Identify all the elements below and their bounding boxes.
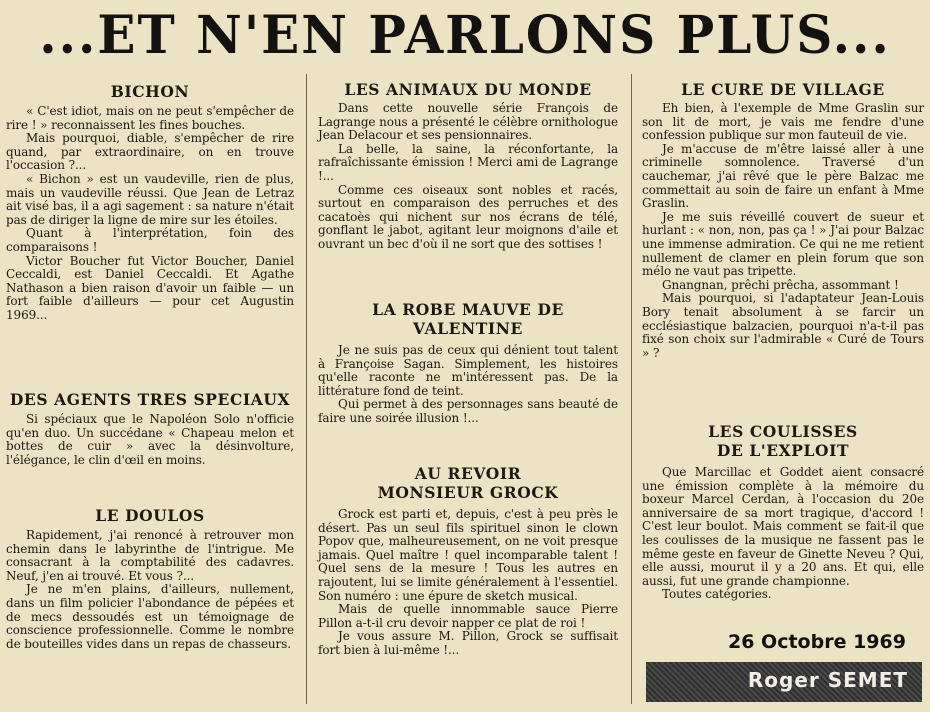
article-title: LE DOULOS <box>95 506 205 525</box>
article-agents-speciaux <box>6 390 294 467</box>
author-name: Roger SEMET <box>747 668 908 692</box>
column-divider <box>306 74 307 704</box>
paragraph: Qui permet à des personnages sans beauté de faire une soirée illusion !... <box>318 397 618 425</box>
article-title: LES COULISSES DE L'EXPLOIT <box>708 422 858 460</box>
article-body <box>6 529 294 651</box>
paragraph: Si spéciaux que le Napoléon Solo n'officie qu'en duo. Un succédane « Chapeau melon et bottes de cuir » avec la désinvolture, l'élégance, le clin d'œil en moins. <box>6 412 294 467</box>
article-title: AU REVOIR MONSIEUR GROCK <box>377 464 559 502</box>
publication-date: 26 Octobre 1969 <box>728 631 906 653</box>
article-title: BICHON <box>110 82 190 101</box>
article-title: DES AGENTS TRES SPECIAUX <box>9 390 291 409</box>
paragraph: Mais pourquoi, diable, s'empêcher de rire quand, par extraordinaire, on en trouve l'occasion ?... <box>6 131 294 173</box>
author-signature-box <box>646 662 922 702</box>
paragraph: Je ne m'en plains, d'ailleurs, nullement, dans un film policier l'abondance de pépées et de mecs dessoudés est un témoignage de conscience professionnelle. Comme le nombre de bouteilles vides dans un repas de chasseurs. <box>6 582 294 651</box>
paragraph: Je vous assure M. Pillon, Grock se suffisait fort bien à lui-même !... <box>318 629 618 657</box>
article-le-doulos <box>6 506 294 651</box>
paragraph: Mais pourquoi, si l'adaptateur Jean-Louis Bory tenait absolument à se farcir un ecclésiastique balzacien, pourquoi n'a-t-il pas fixé son choix sur l'admirable « Curé de Tours » ? <box>642 291 924 360</box>
column-divider <box>631 74 632 704</box>
article-title: LE CURE DE VILLAGE <box>681 80 885 99</box>
article-body <box>6 413 294 467</box>
paragraph: Toutes catégories. <box>662 587 772 602</box>
paragraph: « Bichon » est un vaudeville, rien de plus, mais un vaudeville réussi. Que Jean de Letraz ait visé bas, il a agi sagement : sa nature n'était pas de diriger la ligne de mire sur les étoiles. <box>6 171 294 227</box>
paragraph: Victor Boucher fut Victor Boucher, Daniel Ceccaldi, est Daniel Ceccaldi. Et Agathe Nathason a bien raison d'avoir un faible — un fort faible d'ailleurs — pour cet Augustin 1969... <box>6 253 294 322</box>
article-body <box>642 102 924 360</box>
paragraph: Grock est parti et, depuis, c'est à peu près le désert. Pas un seul fils spirituel sinon le clown Popov que, malheureusement, on ne voit presque jamais. Quel maître ! quel incomparable talent ! Quel sens de la mesure ! Tous les autres en rajoutent, lui se limite généralement à l'essentiel. Son numéro : une épure de sketch musical. <box>318 507 618 603</box>
article-animaux-du-monde <box>318 80 618 252</box>
paragraph: Comme ces oiseaux sont nobles et racés, surtout en comparaison des perruches et des cacatoès qui nichent sur nos écrans de télé, gonflant le jabot, agitant leur moignons d'aile et ouvrant un bec d'où il ne sort que des sottises ! <box>318 182 618 251</box>
paragraph: Eh bien, à l'exemple de Mme Graslin sur son lit de mort, je vais me fendre d'une confession publique sur mon fauteuil de vie. <box>642 101 924 143</box>
article-body <box>318 508 618 658</box>
paragraph: Je ne suis pas de ceux qui dénient tout talent à Françoise Sagan. Simplement, les histoires qu'elle raconte ne m'intéressent pas. De la littérature fond de teint. <box>318 343 618 398</box>
masthead-title: ...ET N'EN PARLONS PLUS... <box>39 3 891 66</box>
article-body <box>6 105 294 323</box>
paragraph: « C'est idiot, mais on ne peut s'empêcher de rire ! » reconnaissent les fines bouches. <box>6 104 294 132</box>
paragraph: Gnangnan, prêchi prêcha, assommant ! <box>662 277 899 292</box>
article-title: LA ROBE MAUVE DE VALENTINE <box>372 300 564 338</box>
article-coulisses-exploit <box>642 422 924 602</box>
article-bichon <box>6 82 294 323</box>
article-body <box>318 344 618 426</box>
paragraph: Quant à l'interprétation, foin des comparaisons ! <box>6 226 294 254</box>
paragraph: Je me suis réveillé couvert de sueur et hurlant : « non, non, pas ça ! » J'ai pour Balzac une immense admiration. Ce qui ne me retient nullement de clamer en plein forum que son mélo ne vaut pas tripette. <box>642 209 924 279</box>
paragraph: Mais de quelle innommable sauce Pierre Pillon a-t-il cru devoir napper ce plat de roi ! <box>318 602 618 630</box>
paragraph: La belle, la saine, la réconfortante, la rafraîchissante émission ! Merci ami de Lagrange !... <box>318 141 618 183</box>
paragraph: Rapidement, j'ai renoncé à retrouver mon chemin dans le labyrinthe de l'intrigue. Me consacrant à la comptabilité des cadavres. Neuf, j'en ai trouvé. Et vous ?... <box>6 528 294 583</box>
article-au-revoir-grock <box>318 464 618 658</box>
paragraph: Je m'accuse de m'être laissé aller à une criminelle somnolence. Traversé d'un cauchemar, j'ai rêvé que le père Balzac me commettait au soin de faire un enfant à Mme Graslin. <box>642 141 924 211</box>
paragraph: Dans cette nouvelle série François de Lagrange nous a présenté le célèbre ornithologue Jean Delacour et ses pensionnaires. <box>318 101 618 143</box>
article-title: LES ANIMAUX DU MONDE <box>344 80 592 99</box>
paragraph: Que Marcillac et Goddet aient consacré une émission complète à la mémoire du boxeur Marcel Cerdan, à l'occasion du 20e anniversaire de sa mort tragique, d'accord ! C'est leur boulot. Mais comment se fait-il que les coulisses de la musique ne fassent pas le même geste en faveur de Ginette Neveu ? Qui, elle aussi, mourut il y a 20 ans. Et qui, elle aussi, fut une grande championne. <box>642 465 924 588</box>
article-body <box>642 466 924 602</box>
article-robe-mauve <box>318 300 618 426</box>
article-body <box>318 102 618 252</box>
article-cure-de-village <box>642 80 924 360</box>
